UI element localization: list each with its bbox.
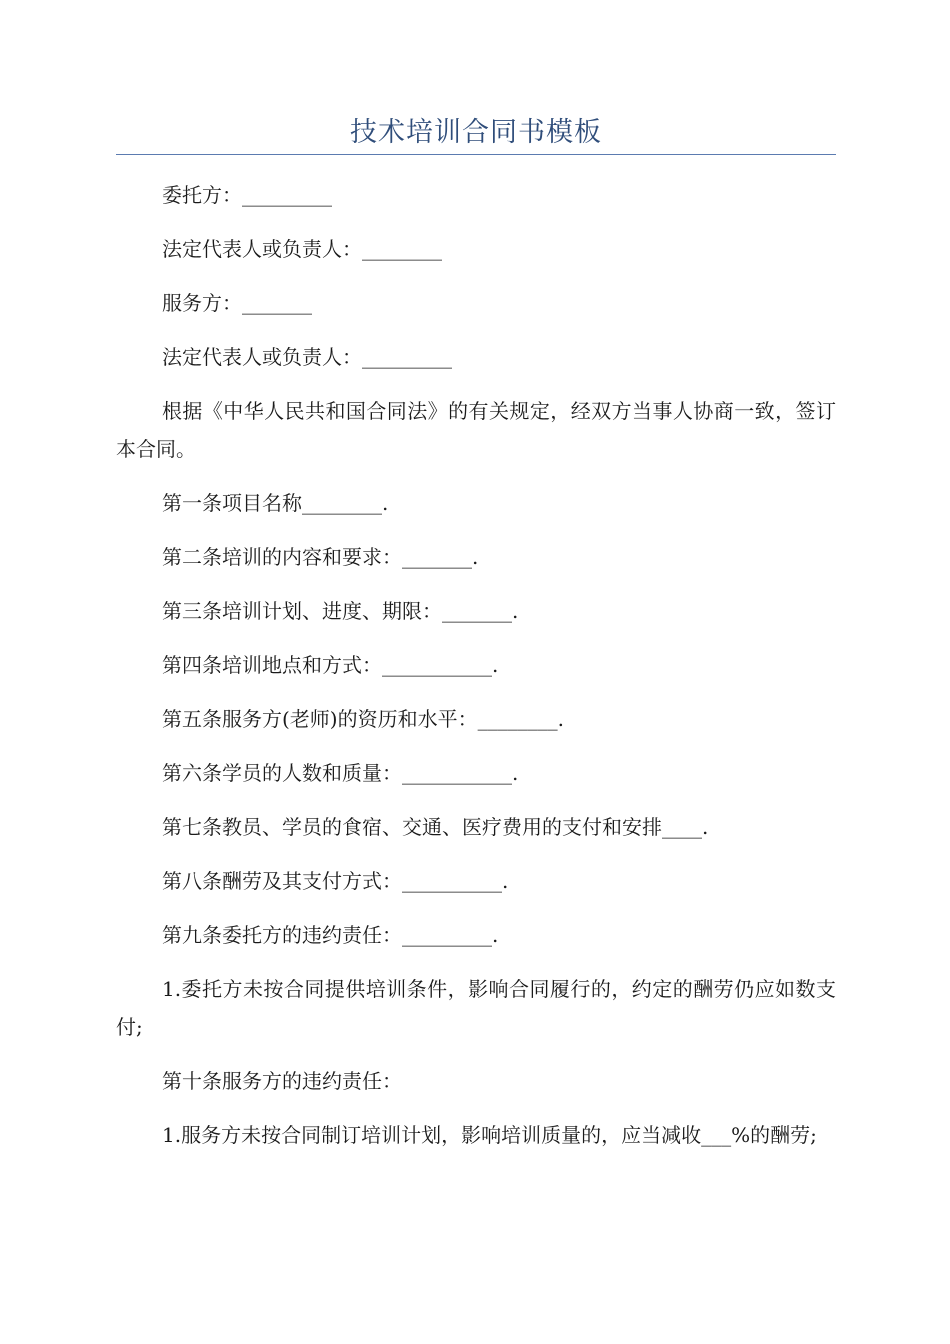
article-9: 第九条委托方的违约责任：_________. (162, 923, 499, 947)
paragraph-provider: 服务方：_______ (162, 291, 312, 315)
article-7: 第七条教员、学员的食宿、交通、医疗费用的支付和安排____. (162, 815, 709, 839)
document-body (116, 176, 836, 1170)
paragraph-preamble: 根据《中华人民共和国合同法》的有关规定，经双方当事人协商一致，签订本合同。 (116, 399, 836, 461)
article-6: 第六条学员的人数和质量：___________. (162, 761, 519, 785)
paragraph-client: 委托方：_________ (162, 183, 332, 207)
paragraph-provider-representative: 法定代表人或负责人：_________ (162, 345, 452, 369)
article-10: 第十条服务方的违约责任： (162, 1069, 402, 1093)
article-4: 第四条培训地点和方式：___________. (162, 653, 499, 677)
article-5: 第五条服务方(老师)的资历和水平：________. (162, 707, 564, 731)
paragraph-client-representative: 法定代表人或负责人：________ (162, 237, 442, 261)
article-8: 第八条酬劳及其支付方式：__________. (162, 869, 509, 893)
title-underline (116, 154, 836, 155)
article-2: 第二条培训的内容和要求：_______. (162, 545, 479, 569)
article-10-clause-1: 1.服务方未按合同制订培训计划，影响培训质量的，应当减收___%的酬劳; (162, 1123, 817, 1147)
article-9-clause-1: 1.委托方未按合同提供培训条件，影响合同履行的，约定的酬劳仍应如数支付; (116, 977, 836, 1039)
article-3: 第三条培训计划、进度、期限：_______. (162, 599, 519, 623)
document-title: 技术培训合同书模板 (350, 117, 602, 148)
article-1: 第一条项目名称________. (162, 491, 389, 515)
